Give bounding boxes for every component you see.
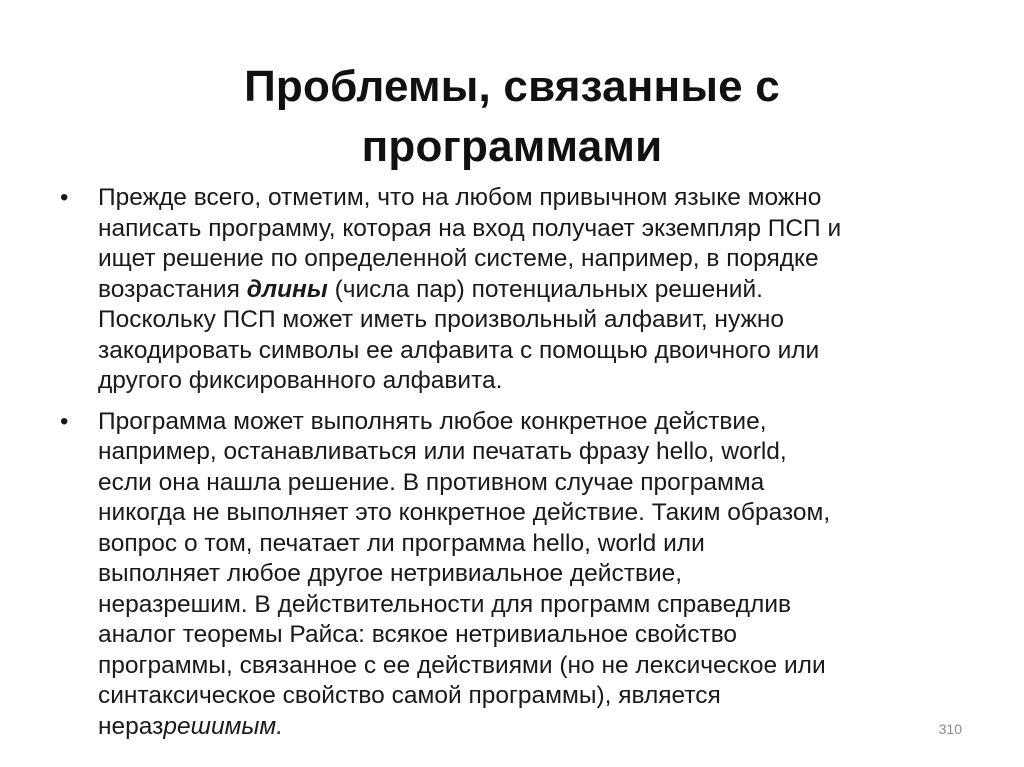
- bullet-2-line-7: неразрешим. В действительности для программ справедлив: [98, 590, 792, 618]
- emphasis-length: длины: [246, 275, 328, 303]
- bullet-1-line-7: другого фиксированного алфавита.: [98, 367, 503, 394]
- bullet-item-1: [58, 183, 978, 397]
- bullet-item-2: [58, 407, 978, 743]
- bullet-2-line-11: [98, 712, 978, 743]
- bullet-1-line-2: написать программу, которая на вход получает экземпляр ПСП и: [98, 214, 842, 242]
- bullet-1-line-4: [98, 275, 978, 306]
- bullet-2-line-4: никогда не выполняет это конкретное действие. Таким образом,: [98, 499, 831, 526]
- page-number: 310: [938, 721, 962, 737]
- bullet-1-line-1: Прежде всего, отметим, что на любом привычном языке можно: [98, 184, 822, 211]
- slide-title: [60, 57, 964, 177]
- bullet-list: [58, 183, 978, 752]
- bullet-2-line-1: Программа может выполнять любое конкретное действие,: [98, 407, 767, 435]
- bullet-1-line-3: ищет решение по определенной системе, например, в порядке: [98, 245, 819, 272]
- last-line-regular-text: нераз: [98, 712, 164, 740]
- bullet-1-line-5: Поскольку ПСП может иметь произвольный алфавит, нужно: [98, 306, 785, 333]
- bullet-2-line-3: если она нашла решение. В противном случае программа: [98, 468, 765, 496]
- bullet-2-line-10: синтаксическое свойство самой программы), является: [98, 682, 721, 709]
- bullet-dot-icon: •: [60, 407, 69, 435]
- bullet-1-line-6: закодировать символы ее алфавита с помощью двоичного или: [98, 336, 820, 364]
- line-4-after-text: (числа пар) потенциальных решений.: [327, 275, 763, 303]
- bullet-2-line-5: вопрос о том, печатает ли программа hello, world или: [98, 529, 705, 557]
- title-line-2: программами: [361, 122, 663, 172]
- bullet-2-line-9: программы, связанное с ее действиями (но не лексическое или: [98, 651, 826, 679]
- bullet-2-line-8: аналог теоремы Райса: всякое нетривиальное свойство: [98, 621, 738, 648]
- bullet-2-line-2: например, останавливаться или печатать фразу hello, world,: [98, 438, 787, 465]
- bullet-2-line-6: выполняет любое другое нетривиальное действие,: [98, 560, 683, 587]
- title-line-1: Проблемы, связанные с: [244, 62, 780, 112]
- last-line-italic-text: решимым.: [163, 712, 284, 740]
- line-4-before-text: возрастания: [98, 275, 247, 303]
- bullet-dot-icon: •: [60, 184, 69, 211]
